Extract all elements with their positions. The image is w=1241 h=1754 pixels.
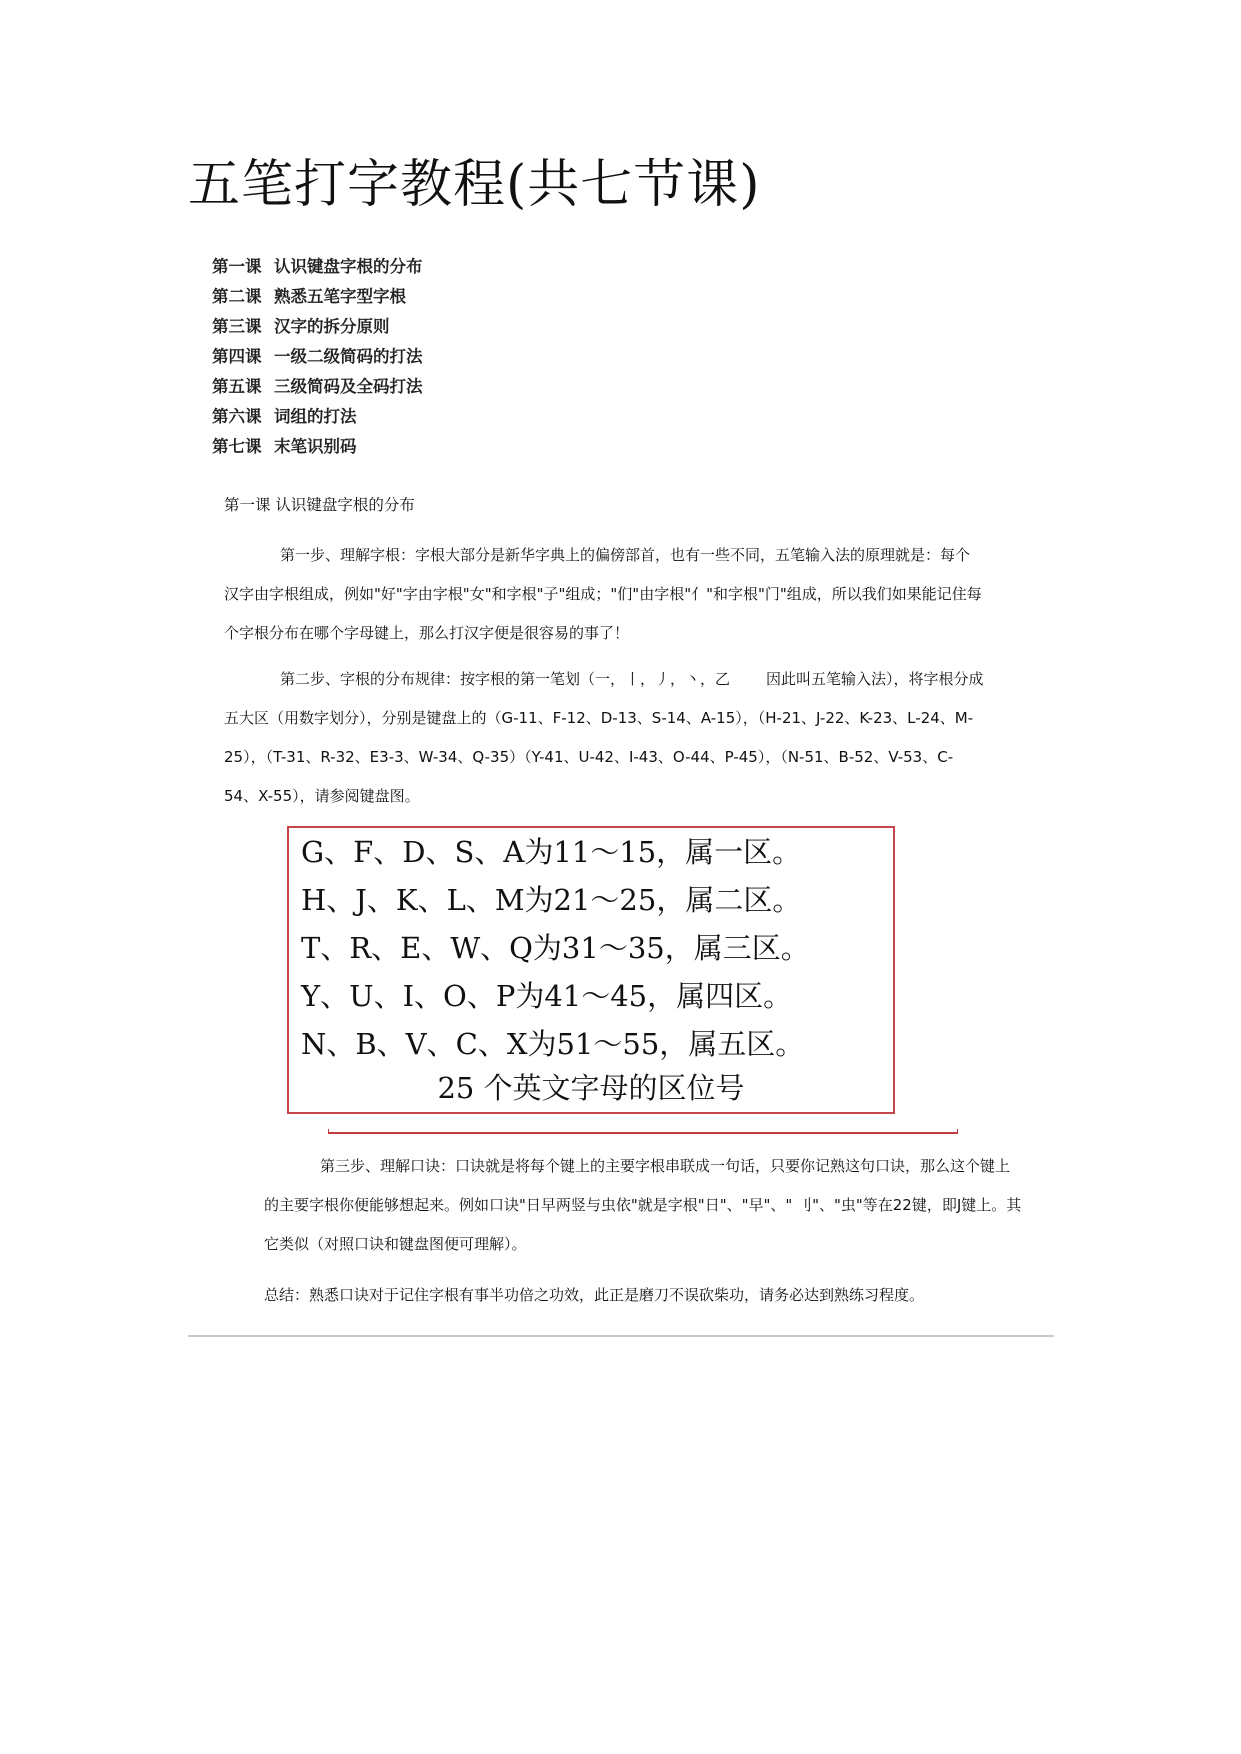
zone-row: T、R、E、W、Q为31～35，属三区。 [301,931,810,965]
step-two-paragraph [224,660,984,816]
step-one-text: 第一步、理解字根：字根大部分是新华字典上的偏傍部首，也有一些不同，五笔输入法的原理就是：每个汉字由字根组成，例如"好"字由字根"女"和字根"子"组成；"们"由字根"亻"和字根"门"组成，所以我们如果能记住每个字根分布在哪个字母键上，那么打汉字便是很容易的事了！ [224,546,982,642]
toc-item-number: 第五课 [212,377,262,396]
step-two-text-a: 第二步、字根的分布规律：按字根的第一笔划（一，丨，丿，丶，乙 [280,670,731,688]
toc-item [212,372,423,402]
toc-item [212,342,423,372]
toc-item [212,282,423,312]
toc-item-label: 词组的打法 [274,407,357,426]
toc-item-number: 第一课 [212,257,262,276]
zone-row: H、J、K、L、M为21～25，属二区。 [301,883,802,917]
zone-row: G、F、D、S、A为11～15，属一区。 [301,835,802,869]
toc-item-number: 第四课 [212,347,262,366]
page-title: 五笔打字教程(共七节课) [188,155,761,215]
table-of-contents [212,252,423,462]
zone-table-image [287,826,895,1114]
toc-item [212,402,423,432]
toc-item-number: 第二课 [212,287,262,306]
zone-row: Y、U、I、O、P为41～45，属四区。 [301,979,793,1013]
toc-item-label: 认识键盘字根的分布 [274,257,423,276]
toc-item-label: 熟悉五笔字型字根 [274,287,406,306]
toc-item-label: 三级简码及全码打法 [274,377,423,396]
step-three-paragraph [264,1147,1024,1264]
toc-item-number: 第三课 [212,317,262,336]
summary-paragraph: 总结：熟悉口诀对于记住字根有事半功倍之功效，此正是磨刀不误砍柴功，请务必达到熟练习程度。 [264,1286,925,1304]
red-separator-line [328,1132,958,1134]
toc-item-number: 第七课 [212,437,262,456]
toc-item [212,252,423,282]
step-three-text: 第三步、理解口诀：口诀就是将每个键上的主要字根串联成一句话，只要你记熟这句口诀，那么这个键上的主要字根你便能够想起来。例如口诀"日早两竖与虫依"就是字根"日"、"早"、" 刂"、"虫"等在22键，即J键上。其它类似（对照口诀和键盘图便可理解）。 [264,1157,1022,1253]
toc-item-label: 末笔识别码 [274,437,357,456]
step-one-paragraph [224,536,984,653]
zone-row: N、B、V、C、X为51～55，属五区。 [301,1027,805,1061]
toc-item [212,312,423,342]
toc-item-label: 汉字的拆分原则 [274,317,390,336]
step-two-text-b: 因此叫五笔输入法），将字根分成五大区（用数字划分），分别是键盘上的（G-11、F-12、D-13、S-14、A-15），（H-21、J-22、K-23、L-24、M-25），（T-31、R-32、E3-3、W-34、Q-35）（Y-41、U-42、I-43、O-44、P-45），（N-51、B-52、V-53、C-54、X-55），请参阅键盘图。 [224,670,984,805]
toc-item-label: 一级二级简码的打法 [274,347,423,366]
lesson-heading: 第一课 认识键盘字根的分布 [224,496,415,514]
toc-item-number: 第六课 [212,407,262,426]
horizontal-divider [188,1335,1054,1337]
toc-item [212,432,423,462]
zone-caption: 25 个英文字母的区位号 [437,1071,745,1105]
